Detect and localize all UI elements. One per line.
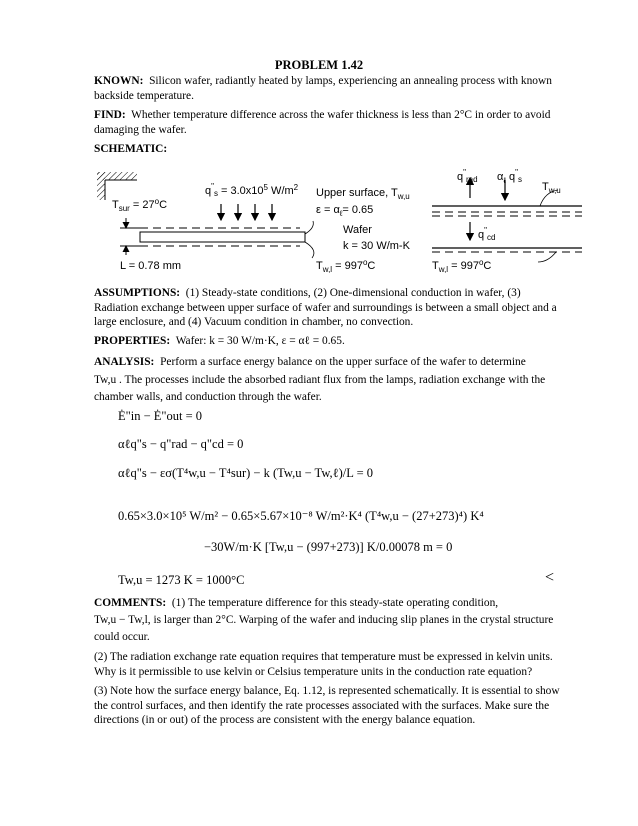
comments-label: COMMENTS: xyxy=(94,597,167,609)
comment-1a: (1) The temperature difference for this steady-state operating condition, xyxy=(171,597,499,609)
find-label: FIND: xyxy=(94,109,126,121)
schematic-label: SCHEMATIC: xyxy=(94,143,168,155)
comment-1b: Tw,u − Tw,l, is larger than 2°C. Warping of the wafer and inducing slip planes in the crystal structure could occur. xyxy=(94,614,554,643)
analysis-text-1: Perform a surface energy balance on the upper surface of the wafer to determine xyxy=(160,356,526,368)
enclosure-wall xyxy=(97,172,137,200)
analysis-text-2: Tw,u . The processes include the absorbed radiant flux from the lamps, radiation exchange with the chamber walls, and conduction through the wafer. xyxy=(94,374,546,403)
analysis-label: ANALYSIS: xyxy=(94,356,155,368)
equation-4: 0.65×3.0×10⁵ W/m² − 0.65×5.67×10⁻⁸ W/m²·K⁴ (T⁴w,u − (27+273)⁴) K⁴ xyxy=(118,509,484,523)
properties-section xyxy=(94,334,564,349)
equation-5: −30W/m·K [Tw,u − (997+273)] K/0.00078 m = 0 xyxy=(204,540,453,554)
comment-3: (3) Note how the surface energy balance, Eq. 1.12, is represented schematically. It is essential to show the control surfaces, and then identify the rate processes associated with the surfaces. Make sure the directions (in or out) of the process are consistent with the energy balance equation. xyxy=(94,685,560,727)
tsur-label: $T_{sur} = 27^oC$ xyxy=(112,197,168,213)
known-text: Silicon wafer, radiantly heated by lamps, experiencing an annealing process with known backside temperature. xyxy=(94,75,552,102)
known-label: KNOWN: xyxy=(94,75,144,87)
equation-2: αℓq"s − q"rad − q"cd = 0 xyxy=(118,437,244,451)
schematic-diagram xyxy=(0,158,638,282)
emissivity-label: $\varepsilon = \alpha_\ell= 0.65$ xyxy=(316,204,374,218)
comment-2: (2) The radiation exchange rate equation requires that temperature must be expressed in kelvin units. Why is it permissible to use kelvin or Celsius temperature units in the conduction rate equation? xyxy=(94,651,553,678)
known-section xyxy=(94,74,564,103)
problem-title: PROBLEM 1.42 xyxy=(274,58,364,72)
properties-label: PROPERTIES: xyxy=(94,335,171,347)
assumptions-section xyxy=(94,286,564,330)
qcd-label: $q^"_{cd}$ xyxy=(478,226,496,242)
alpha-qs-label: $\alpha_\ell$ $q^"_s$ xyxy=(497,168,522,185)
twu-right-label: $T_{w,u}$ xyxy=(542,181,561,195)
find-text: Whether temperature difference across the wafer thickness is less than 2°C in order to avoid damaging the wafer. xyxy=(94,109,551,136)
upper-surface-label: Upper surface, $T_{w,u}$ xyxy=(316,187,410,201)
analysis-section xyxy=(94,355,564,370)
comments-section xyxy=(94,596,564,611)
find-section xyxy=(94,108,564,137)
wafer-label: Wafer xyxy=(343,224,372,236)
twl-left-label: $T_{w,l} = 997^oC$ xyxy=(316,258,376,274)
properties-text: Wafer: k = 30 W/m·K, ε = αℓ = 0.65. xyxy=(175,335,345,347)
equation-6: Tw,u = 1273 K = 1000°C xyxy=(118,573,245,587)
answer-mark: < xyxy=(545,569,555,586)
equation-3: αℓq"s − εσ(T⁴w,u − T⁴sur) − k (Tw,u − Tw,ℓ)/L = 0 xyxy=(118,466,374,480)
thickness-indicator xyxy=(120,218,140,255)
schematic-section xyxy=(94,142,564,157)
twl-right-label: $T_{w,l} = 997^oC$ xyxy=(432,258,492,274)
leader-lines xyxy=(305,221,314,258)
flux-label: $q^"_s = 3.0x10^5$ $W/m^2$ xyxy=(205,182,299,198)
incident-flux-arrows xyxy=(221,204,272,220)
equation-1: Ė"in − Ė"out = 0 xyxy=(118,409,203,423)
thickness-label: L = 0.78 mm xyxy=(120,260,182,272)
wafer-body-right xyxy=(432,206,582,252)
qrad-label: $q^"_{rad}$ xyxy=(457,168,478,184)
wafer-body-left xyxy=(140,232,305,242)
assumptions-label: ASSUMPTIONS: xyxy=(94,287,181,299)
assumptions-text: (1) Steady-state conditions, (2) One-dimensional conduction in wafer, (3) Radiation exchange between upper surface of wafer and surroundings is between a small object and a large enclosure, and (4) Vacuum condition in chamber, no convection. xyxy=(94,287,557,329)
conductivity-label: k = 30 W/m-K xyxy=(343,240,410,252)
